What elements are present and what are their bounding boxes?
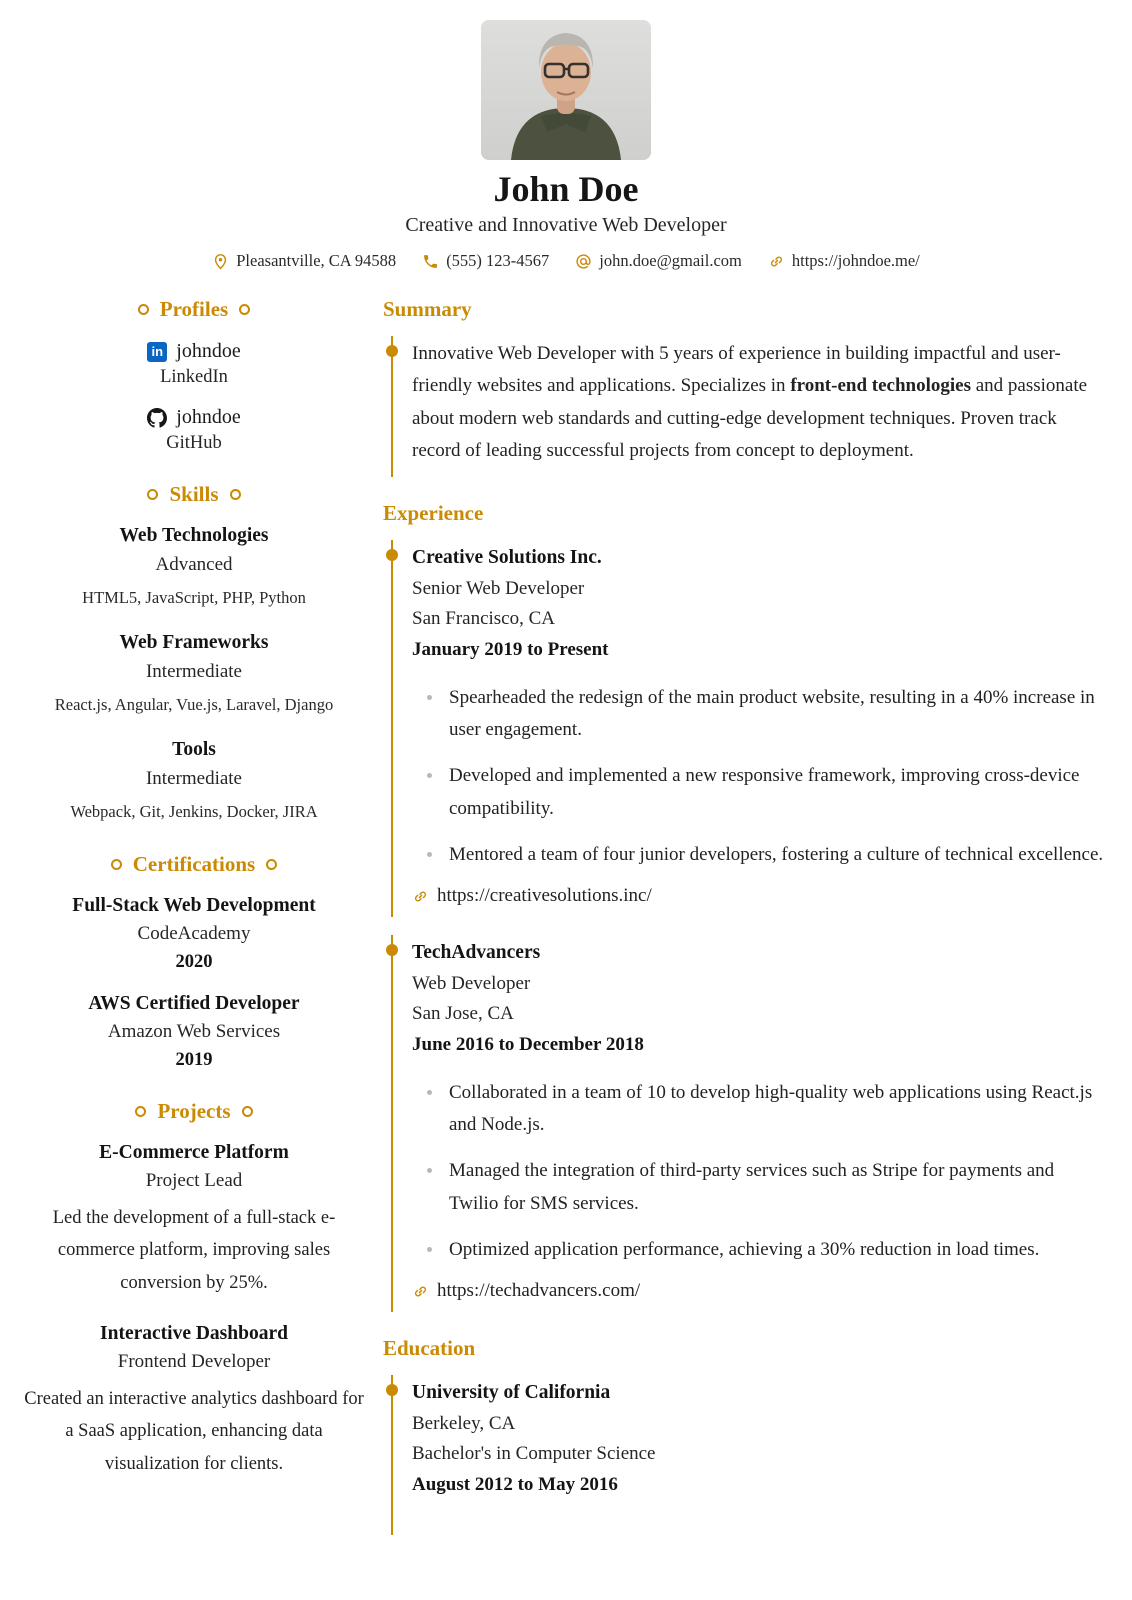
resume-header xyxy=(0,0,1132,271)
contact-website xyxy=(768,251,920,271)
certification-year: 2020 xyxy=(175,951,213,972)
contact-email-text[interactable]: john.doe@gmail.com xyxy=(599,251,742,271)
experience-highlights xyxy=(412,1077,1106,1266)
experience-item xyxy=(391,540,1106,917)
resume-body xyxy=(0,297,1132,1559)
profile-github-row xyxy=(22,406,366,429)
skill-keywords: React.js, Angular, Vue.js, Laravel, Django xyxy=(54,695,334,715)
certification-item xyxy=(22,993,366,1071)
highlight-text: Spearheaded the redesign of the main product website, resulting in a 40% increase in user engagement. xyxy=(449,686,1095,741)
experience-link-row xyxy=(412,1280,1106,1302)
experience-dates: June 2016 to December 2018 xyxy=(412,1034,644,1056)
profiles-section-header xyxy=(22,297,366,322)
section-header-dot xyxy=(147,489,158,500)
profile-linkedin xyxy=(22,340,366,388)
profile-photo-illustration xyxy=(481,20,651,160)
skill-level: Intermediate xyxy=(145,661,242,683)
contact-row xyxy=(0,251,1132,271)
project-item xyxy=(22,1142,366,1299)
experience-highlights xyxy=(412,682,1106,871)
highlight-item xyxy=(449,682,1106,747)
experience-link-row xyxy=(412,885,1106,907)
bullet-dot xyxy=(427,1168,432,1173)
project-description: Led the development of a full-stack e-commerce platform, improving sales conversion by 25%. xyxy=(52,1207,336,1293)
sidebar xyxy=(22,297,366,1559)
project-name: E-Commerce Platform xyxy=(99,1141,289,1163)
phone-icon xyxy=(422,253,439,270)
contact-website-text[interactable]: https://johndoe.me/ xyxy=(791,251,920,271)
highlight-item xyxy=(449,1155,1106,1220)
skill-name: Web Frameworks xyxy=(119,632,269,654)
bullet-dot xyxy=(427,695,432,700)
certification-item xyxy=(22,895,366,973)
experience-location: San Francisco, CA xyxy=(412,608,556,630)
skills-section-header xyxy=(22,482,366,507)
experience-location: San Jose, CA xyxy=(412,1003,514,1025)
skill-item xyxy=(22,632,366,717)
highlight-item xyxy=(449,1077,1106,1142)
section-certifications xyxy=(22,852,366,1071)
person-name: John Doe xyxy=(493,169,639,209)
timeline-dot xyxy=(386,345,398,357)
link-icon xyxy=(412,888,429,905)
experience-position: Web Developer xyxy=(412,972,531,994)
email-icon xyxy=(575,253,592,270)
summary-text-part: Innovative Web Developer with 5 years of experience in building impactful and user-friendly websites and applications. Specializes in xyxy=(412,343,1061,397)
section-header-dot xyxy=(266,859,277,870)
profile-github xyxy=(22,406,366,454)
education-institution: University of California xyxy=(412,1382,611,1404)
contact-location xyxy=(212,251,396,271)
contact-phone xyxy=(422,251,549,271)
profile-linkedin-username[interactable]: johndoe xyxy=(176,340,241,363)
experience-url[interactable]: https://techadvancers.com/ xyxy=(437,1280,641,1302)
section-header-dot xyxy=(135,1106,146,1117)
education-location: Berkeley, CA xyxy=(412,1412,516,1434)
skill-keywords: Webpack, Git, Jenkins, Docker, JIRA xyxy=(70,802,318,822)
experience-dates: January 2019 to Present xyxy=(412,639,609,661)
contact-email xyxy=(575,251,742,271)
bullet-dot xyxy=(427,1247,432,1252)
profiles-section-title: Profiles xyxy=(159,297,229,322)
highlight-text: Mentored a team of four junior developers, fostering a culture of technical excellence. xyxy=(449,844,1104,866)
certifications-section-title: Certifications xyxy=(132,851,256,876)
skill-level: Advanced xyxy=(155,554,233,576)
project-name: Interactive Dashboard xyxy=(100,1323,288,1345)
project-item xyxy=(22,1323,366,1480)
bullet-dot xyxy=(427,1090,432,1095)
experience-item xyxy=(391,935,1106,1312)
section-summary xyxy=(382,297,1106,477)
experience-section-title: Experience xyxy=(383,501,484,526)
contact-phone-text: (555) 123-4567 xyxy=(446,251,550,271)
bullet-dot xyxy=(427,852,432,857)
experience-position: Senior Web Developer xyxy=(412,577,585,599)
projects-section-header xyxy=(22,1099,366,1124)
main-column xyxy=(382,297,1106,1559)
certifications-section-header xyxy=(22,852,366,877)
timeline-dot xyxy=(386,1384,398,1396)
highlight-text: Collaborated in a team of 10 to develop high-quality web applications using React.js and Node.js. xyxy=(449,1081,1093,1136)
education-item xyxy=(391,1375,1106,1534)
profile-photo xyxy=(481,20,651,160)
skill-keywords: HTML5, JavaScript, PHP, Python xyxy=(82,588,306,608)
section-header-dot xyxy=(242,1106,253,1117)
summary-text-part: and passionate about modern web standards and cutting-edge development techniques. Proven track record of leading successful projects from concept to deployment. xyxy=(412,375,1088,462)
education-degree: Bachelor's in Computer Science xyxy=(412,1443,656,1465)
skills-section-title: Skills xyxy=(169,482,219,507)
education-dates: August 2012 to May 2016 xyxy=(412,1474,618,1496)
section-header-dot xyxy=(239,304,250,315)
section-skills xyxy=(22,482,366,824)
location-icon xyxy=(212,253,229,270)
highlight-text: Developed and implemented a new responsive framework, improving cross-device compatibility. xyxy=(449,765,1080,819)
summary-text-bold: front-end technologies xyxy=(790,375,971,397)
skill-item xyxy=(22,525,366,610)
education-section-title: Education xyxy=(383,1336,476,1361)
skill-level: Intermediate xyxy=(145,768,242,790)
experience-url[interactable]: https://creativesolutions.inc/ xyxy=(437,885,652,907)
experience-company: Creative Solutions Inc. xyxy=(412,547,602,569)
section-header-dot xyxy=(138,304,149,315)
skill-name: Web Technologies xyxy=(119,525,269,547)
projects-section-title: Projects xyxy=(157,1098,231,1123)
github-icon xyxy=(147,408,167,428)
timeline-dot xyxy=(386,944,398,956)
section-education xyxy=(382,1336,1106,1534)
profile-linkedin-row xyxy=(22,340,366,363)
profile-github-username[interactable]: johndoe xyxy=(176,406,241,429)
summary-timeline-item xyxy=(391,336,1106,477)
highlight-item xyxy=(449,1234,1106,1266)
section-experience xyxy=(382,501,1106,1312)
summary-section-title: Summary xyxy=(383,297,472,322)
highlight-item xyxy=(449,839,1106,871)
website-link-icon xyxy=(768,253,785,270)
certification-name: Full-Stack Web Development xyxy=(72,894,316,916)
profile-linkedin-network: LinkedIn xyxy=(160,367,228,388)
profile-github-network: GitHub xyxy=(166,433,222,454)
certification-issuer: CodeAcademy xyxy=(137,922,251,944)
project-role: Project Lead xyxy=(145,1169,243,1191)
highlight-item xyxy=(449,760,1106,825)
section-header-dot xyxy=(230,489,241,500)
certification-issuer: Amazon Web Services xyxy=(107,1020,281,1042)
contact-location-text: Pleasantville, CA 94588 xyxy=(236,251,397,271)
summary-text xyxy=(412,338,1106,467)
section-projects xyxy=(22,1099,366,1480)
link-icon xyxy=(412,1283,429,1300)
highlight-text: Optimized application performance, achieving a 30% reduction in load times. xyxy=(449,1239,1040,1261)
bullet-dot xyxy=(427,773,432,778)
project-role: Frontend Developer xyxy=(117,1351,271,1373)
section-profiles xyxy=(22,297,366,454)
skill-name: Tools xyxy=(172,739,216,761)
project-description: Created an interactive analytics dashboard for a SaaS application, enhancing data visualization for clients. xyxy=(24,1389,364,1474)
highlight-text: Managed the integration of third-party services such as Stripe for payments and Twilio for SMS services. xyxy=(449,1160,1055,1214)
person-headline: Creative and Innovative Web Developer xyxy=(405,214,727,237)
linkedin-icon: in xyxy=(147,342,167,362)
experience-company: TechAdvancers xyxy=(412,942,541,964)
certification-year: 2019 xyxy=(175,1049,213,1070)
section-header-dot xyxy=(111,859,122,870)
certification-name: AWS Certified Developer xyxy=(88,992,300,1014)
skill-item xyxy=(22,739,366,824)
timeline-dot xyxy=(386,549,398,561)
